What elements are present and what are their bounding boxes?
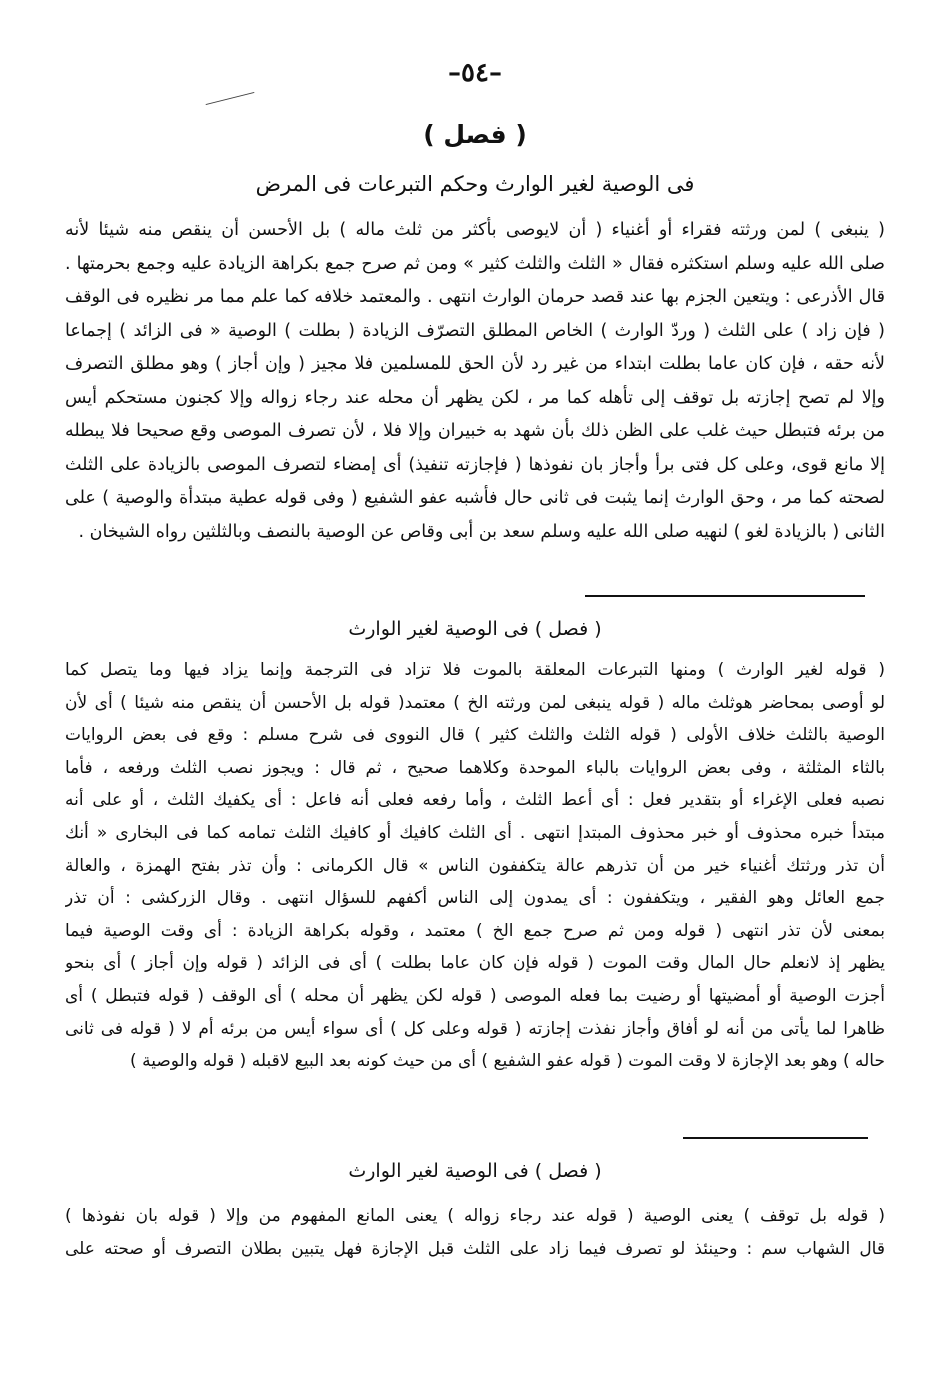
commentary-heading: ( فصل ) فى الوصية لغير الوارث: [348, 618, 602, 640]
text-line: ( ينبغى ) لمن ورثته فقراء أو أغنياء ( أن لايوصى بأكثر من ثلث ماله ) بل الأحسن أن ينقص منه شيئا لأنه: [65, 220, 885, 240]
section-heading: ( فصل ): [423, 120, 527, 149]
text-line: لأنه حقه ، فإن كان عاما بطلت ابتداء من غير رد لأن الحق للمسلمين فلا مجيز ( وإن أجاز ) وهو مطلق التصرف: [65, 354, 885, 374]
text-line: حاله ) وهو بعد الإجازة لا وقت الموت ( قوله عفو الشفيع ) أى من حيث كونه بعد البيع لاقبله ( قوله والوصية ): [130, 1051, 885, 1072]
text-line: نصبه فعلى الإغراء أو بتقدير فعل : أى أعط الثلث ، وأما رفعه فعلى أنه فاعل : أى يكفيك الثلث ، أو على أنه: [65, 790, 885, 811]
commentary-text: [65, 1200, 885, 1265]
section-subheading: فى الوصية لغير الوارث وحكم التبرعات فى المرض: [255, 172, 695, 196]
text-line: بمعنى لأن تذر انتهى ( قوله ومن ثم صرح جمع الخ ) معتمد ، وقوله بكراهة الزيادة : أى وقت الوصية فيما: [65, 920, 885, 941]
commentary-text: [65, 654, 885, 1078]
text-line: أن تذر ورثتك أغنياء خير من أن تذرهم عالة يتكففون الناس » قال الكرمانى : وأن تذر بفتح الهمزة ، والعالة: [65, 855, 885, 876]
text-line: أجزت الوصية أو أمضيتها أو رضيت بما فعله الموصى ( قوله لكن يظهر أن محله ) أى الوقف ( قوله فتبطل ) أى: [65, 985, 885, 1006]
main-text: [65, 214, 885, 549]
text-line: إلا مانع قوى، وعلى كل فتى برأ وأجاز بان نفوذها ( فإجازته تنفيذ) أى إمضاء لتصرف الموصى بالزيادة على الثلث: [65, 454, 885, 475]
text-line: ( قوله بل توقف ) يعنى الوصية ( قوله عند رجاء زواله ) يعنى المانع المفهوم من وإلا ( قوله بان نفوذها ): [65, 1206, 885, 1226]
text-line: صلى الله عليه وسلم استكثره فقال « الثلث والثلث كثير » ومن ثم صرح جمع بكراهة الزيادة عليه وجمع بحرمتها .: [65, 253, 885, 274]
text-line: يظهر إذ لانعلم حال المال وقت الموت ( قوله فإن كان عاما بطلت ) أى فى الزائد ( قوله وإن أجاز ) أى بنحو: [65, 953, 885, 974]
text-line: لو أوصى بمحاضر هوثلث ماله ( قوله ينبغى لمن ورثته الخ ) معتمد( قوله بل الأحسن أن ينقص منه شيئا ) أى لأن: [65, 692, 885, 713]
text-line: بالثاء المثلثة ، وفى بعض الروايات بالباء الموحدة وكلاهما صحيح ، ثم قال : ويجوز نصب الثلث ورفعه ، فأما: [65, 757, 885, 778]
separator-rule: [683, 1137, 868, 1139]
page-number: –٥٤–: [448, 58, 502, 88]
text-line: ظاهرا لما يأتى من أنه لو أفاق وأجاز نفذت إجازته ( قوله وعلى كل ) أى سواء أيس من برئه أم لا ( قوله فى ثانى: [65, 1018, 885, 1039]
text-line: من برئه فتبطل حيث غلب على الظن ذلك بأن شهد به خبيران وإلا فلا ، لأن تصرف الموصى وقع صحيحا فلا يبطله: [65, 421, 885, 441]
text-line: قال الشهاب سم : وحينئذ لو تصرف فيما زاد على الثلث قبل الإجازة فهل يتبين بطلان التصرف أو صحته على: [65, 1238, 885, 1259]
text-line: الوصية بالثلث خلاف الأولى ( قوله الثلث والثلث كثير ) قال النووى فى شرح مسلم : وقع فى بعض الروايات: [65, 725, 885, 746]
text-line: مبتدأ خبره محذوف أو خبر محذوف المبتدإ انتهى . أى الثلث كافيك أو كافيك الثلث تمامه كما فى البخارى « أنك: [65, 822, 885, 843]
separator-rule: [585, 595, 865, 597]
text-line: الثانى ( بالزيادة لغو ) لنهيه صلى الله عليه وسلم سعد بن أبى وقاص عن الوصية بالنصف وبالثلثين رواه الشيخان .: [78, 521, 885, 542]
text-line: قال الأذرعى : ويتعين الجزم بها عند قصد حرمان الوارث انتهى . والمعتمد خلافه كما علم مما مر نظيره فى الوقف: [65, 287, 885, 307]
commentary-heading: ( فصل ) فى الوصية لغير الوارث: [348, 1160, 602, 1182]
text-line: لصحته كما مر ، وحق الوارث إنما يثبت فى ثانى حال فأشبه عفو الشفيع ( وفى قوله عطية مبتدأة والوصية ) على: [65, 488, 885, 508]
text-line: ( قوله لغير الوارث ) ومنها التبرعات المعلقة بالموت فلا تزاد فى الترجمة وإنما يزاد فيها وما يتصل كما: [65, 660, 885, 680]
stray-mark: [206, 92, 255, 105]
text-line: ( فإن زاد ) على الثلث ( وردّ الوارث ) الخاص المطلق التصرّف الزيادة ( بطلت ) الوصية « فى الزائد ) إجماعا: [65, 320, 885, 341]
text-line: وإلا لم تصح إجازته بل توقف إلى تأهله كما مر ، لكن يظهر أن محله عند رجاء زواله وإلا كجنون مستحكم أيس: [65, 387, 885, 408]
text-line: جمع العائل وهو الفقير ، ويتكففون : أى يمدون إلى الناس أكفهم للسؤال انتهى . وقال الزركشى : أن تذر: [65, 888, 885, 909]
